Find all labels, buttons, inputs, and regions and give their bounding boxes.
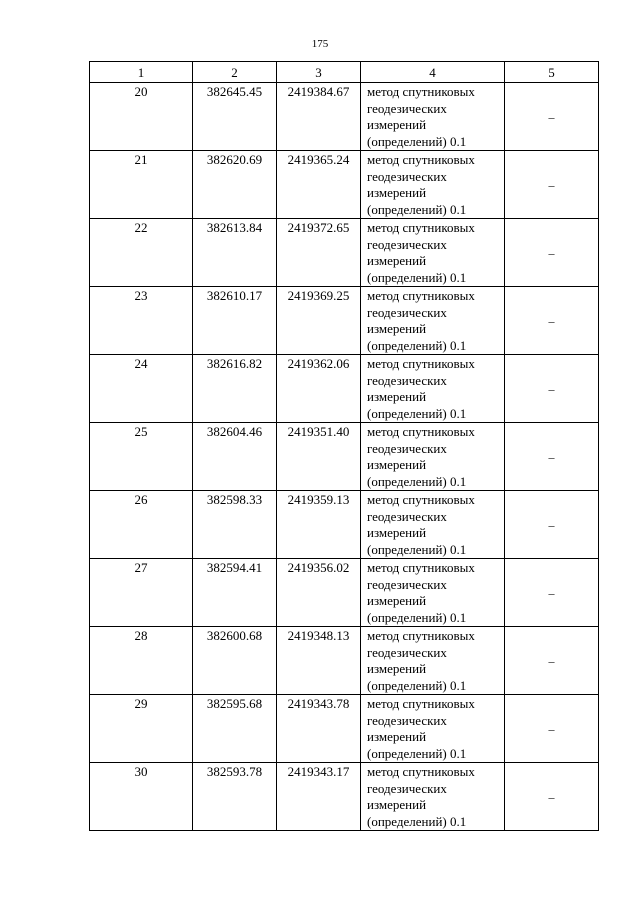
measurement-method: метод спутниковых геодезических измерений (определений) 0.1	[361, 83, 505, 151]
column-header-1: 1	[90, 62, 193, 83]
table-row	[90, 423, 599, 491]
y-coordinate: 2419351.40	[277, 423, 361, 491]
x-coordinate: 382645.45	[193, 83, 277, 151]
point-number: 28	[90, 627, 193, 695]
page-number: 175	[311, 38, 329, 50]
note-dash: –	[505, 423, 599, 491]
note-dash: –	[505, 695, 599, 763]
point-number: 24	[90, 355, 193, 423]
x-coordinate: 382594.41	[193, 559, 277, 627]
measurement-method: метод спутниковых геодезических измерений (определений) 0.1	[361, 763, 505, 831]
note-dash: –	[505, 491, 599, 559]
y-coordinate: 2419365.24	[277, 151, 361, 219]
measurement-method: метод спутниковых геодезических измерений (определений) 0.1	[361, 151, 505, 219]
table-row	[90, 559, 599, 627]
coordinates-table	[89, 61, 599, 831]
table-row	[90, 695, 599, 763]
table-row	[90, 219, 599, 287]
point-number: 23	[90, 287, 193, 355]
table-row	[90, 287, 599, 355]
table-row	[90, 491, 599, 559]
note-dash: –	[505, 627, 599, 695]
table-row	[90, 763, 599, 831]
table-header	[90, 62, 599, 83]
y-coordinate: 2419348.13	[277, 627, 361, 695]
x-coordinate: 382604.46	[193, 423, 277, 491]
table-row	[90, 151, 599, 219]
column-header-2: 2	[193, 62, 277, 83]
x-coordinate: 382620.69	[193, 151, 277, 219]
measurement-method: метод спутниковых геодезических измерений (определений) 0.1	[361, 287, 505, 355]
note-dash: –	[505, 219, 599, 287]
x-coordinate: 382616.82	[193, 355, 277, 423]
x-coordinate: 382600.68	[193, 627, 277, 695]
x-coordinate: 382610.17	[193, 287, 277, 355]
note-dash: –	[505, 287, 599, 355]
measurement-method: метод спутниковых геодезических измерений (определений) 0.1	[361, 627, 505, 695]
x-coordinate: 382613.84	[193, 219, 277, 287]
column-header-3: 3	[277, 62, 361, 83]
note-dash: –	[505, 763, 599, 831]
point-number: 26	[90, 491, 193, 559]
x-coordinate: 382593.78	[193, 763, 277, 831]
point-number: 22	[90, 219, 193, 287]
point-number: 30	[90, 763, 193, 831]
point-number: 25	[90, 423, 193, 491]
y-coordinate: 2419369.25	[277, 287, 361, 355]
x-coordinate: 382595.68	[193, 695, 277, 763]
y-coordinate: 2419356.02	[277, 559, 361, 627]
point-number: 21	[90, 151, 193, 219]
measurement-method: метод спутниковых геодезических измерений (определений) 0.1	[361, 219, 505, 287]
y-coordinate: 2419359.13	[277, 491, 361, 559]
note-dash: –	[505, 151, 599, 219]
y-coordinate: 2419384.67	[277, 83, 361, 151]
column-header-5: 5	[505, 62, 599, 83]
measurement-method: метод спутниковых геодезических измерений (определений) 0.1	[361, 695, 505, 763]
table-row	[90, 627, 599, 695]
measurement-method: метод спутниковых геодезических измерений (определений) 0.1	[361, 355, 505, 423]
y-coordinate: 2419343.78	[277, 695, 361, 763]
note-dash: –	[505, 355, 599, 423]
table-row	[90, 355, 599, 423]
measurement-method: метод спутниковых геодезических измерений (определений) 0.1	[361, 491, 505, 559]
measurement-method: метод спутниковых геодезических измерений (определений) 0.1	[361, 559, 505, 627]
y-coordinate: 2419372.65	[277, 219, 361, 287]
y-coordinate: 2419343.17	[277, 763, 361, 831]
y-coordinate: 2419362.06	[277, 355, 361, 423]
point-number: 29	[90, 695, 193, 763]
measurement-method: метод спутниковых геодезических измерений (определений) 0.1	[361, 423, 505, 491]
x-coordinate: 382598.33	[193, 491, 277, 559]
column-header-4: 4	[361, 62, 505, 83]
table-body	[90, 83, 599, 831]
point-number: 27	[90, 559, 193, 627]
point-number: 20	[90, 83, 193, 151]
note-dash: –	[505, 559, 599, 627]
table-row	[90, 83, 599, 151]
note-dash: –	[505, 83, 599, 151]
header-row	[90, 62, 599, 83]
